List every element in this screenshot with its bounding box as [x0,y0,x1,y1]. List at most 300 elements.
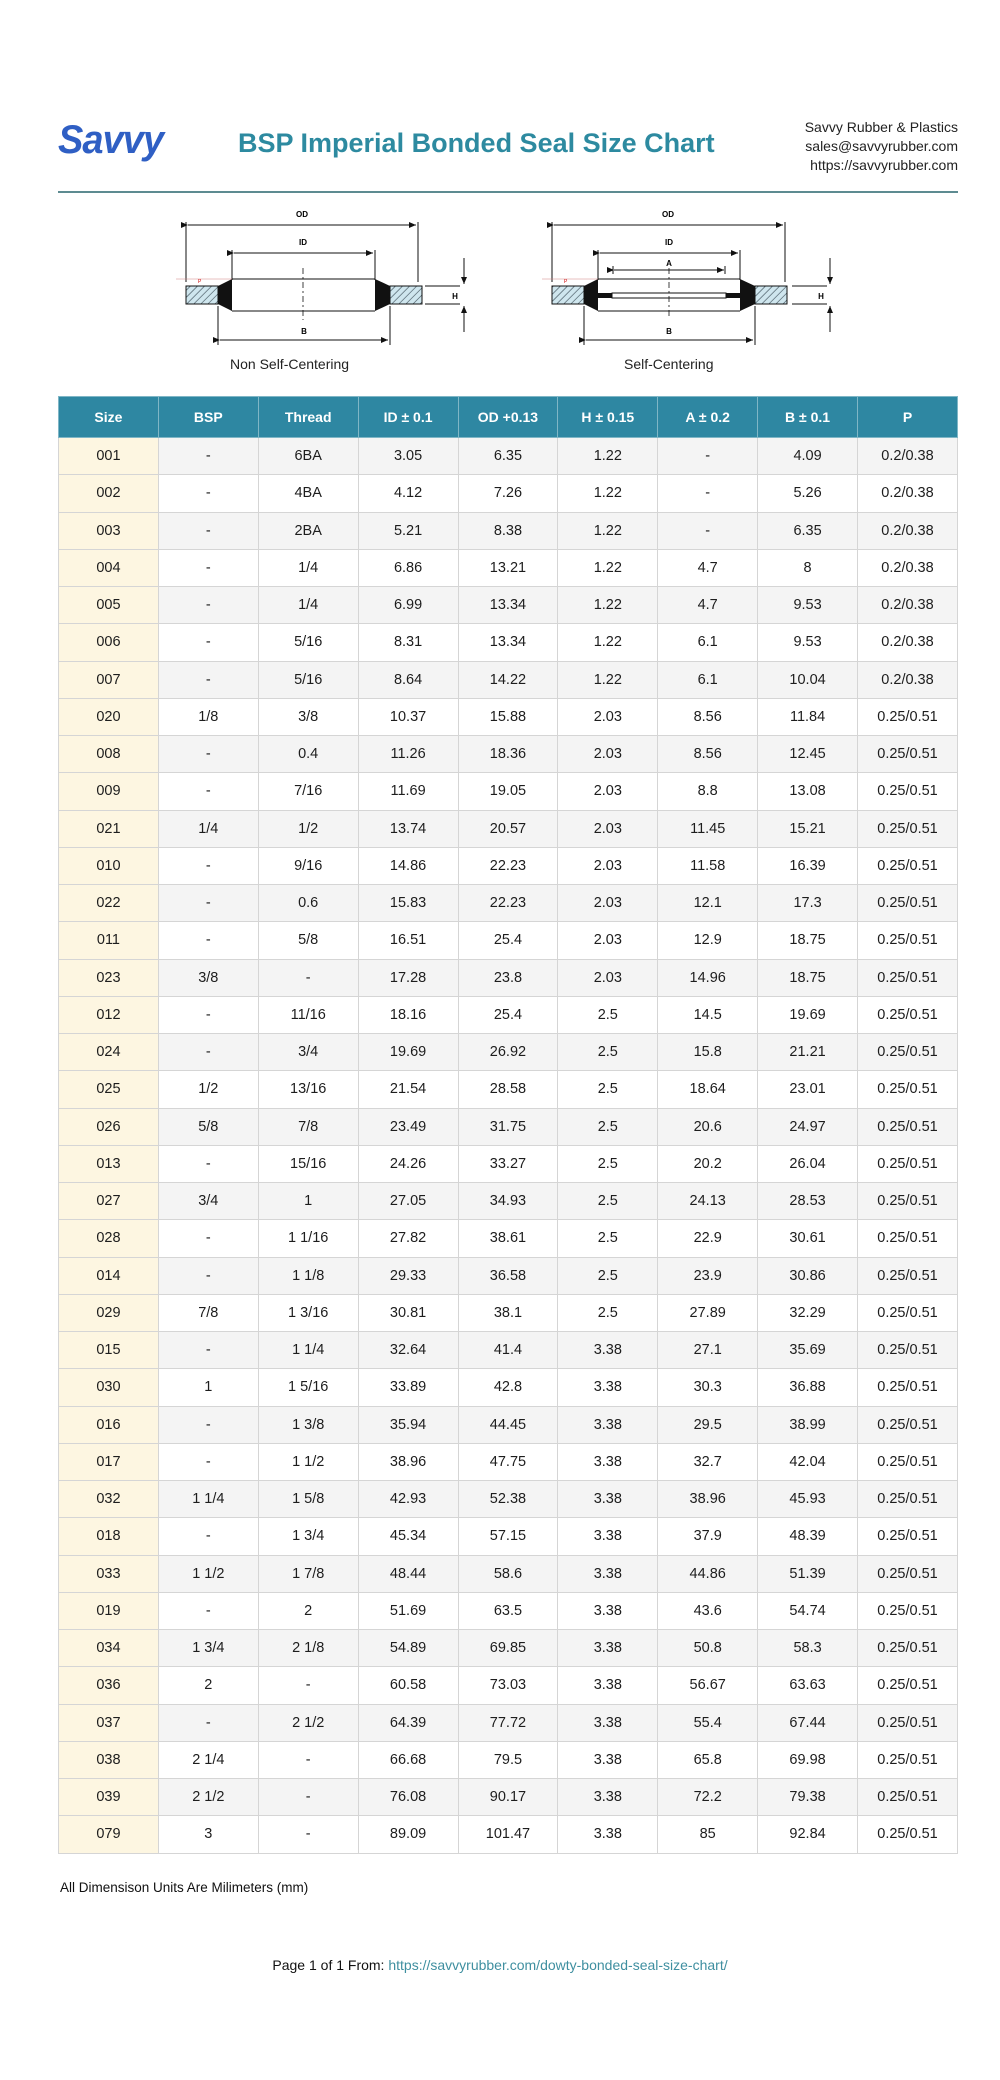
table-cell: 76.08 [358,1779,458,1816]
table-cell: 15.88 [458,698,558,735]
size-cell: 024 [59,1034,159,1071]
table-row [59,1145,958,1182]
table-cell: 10.04 [758,661,858,698]
table-cell: 1 3/4 [158,1630,258,1667]
table-cell: 17.28 [358,959,458,996]
table-cell: 1 1/4 [258,1332,358,1369]
table-cell: 0.25/0.51 [858,959,958,996]
table-cell: - [158,885,258,922]
table-cell: 0.25/0.51 [858,1257,958,1294]
table-cell: 51.39 [758,1555,858,1592]
table-cell: 27.05 [358,1183,458,1220]
table-cell: 38.61 [458,1220,558,1257]
table-cell: 69.98 [758,1741,858,1778]
table-cell: 1.22 [558,475,658,512]
table-cell: 0.25/0.51 [858,1294,958,1331]
table-cell: 3.38 [558,1592,658,1629]
table-row [59,1779,958,1816]
table-cell: 1 3/8 [258,1406,358,1443]
table-cell: 2.5 [558,1034,658,1071]
table-cell: 2 [258,1592,358,1629]
size-cell: 039 [59,1779,159,1816]
table-cell: 38.1 [458,1294,558,1331]
table-cell: 25.4 [458,996,558,1033]
table-cell: 5/8 [158,1108,258,1145]
table-cell: 0.25/0.51 [858,1369,958,1406]
table-cell: 1.22 [558,512,658,549]
table-cell: 51.69 [358,1592,458,1629]
savvy-logo: Savvy [58,118,164,162]
table-cell: - [158,1406,258,1443]
table-cell: - [258,959,358,996]
table-row [59,1592,958,1629]
table-cell: 30.81 [358,1294,458,1331]
table-cell: 15.8 [658,1034,758,1071]
svg-text:OD: OD [296,210,308,219]
svg-text:A: A [666,259,672,268]
table-row [59,1183,958,1220]
size-cell: 034 [59,1630,159,1667]
table-cell: 63.63 [758,1667,858,1704]
table-cell: 6.35 [458,438,558,475]
svg-text:P: P [198,279,202,285]
table-cell: 0.25/0.51 [858,1592,958,1629]
table-cell: 1 1/8 [258,1257,358,1294]
table-cell: 24.26 [358,1145,458,1182]
table-cell: - [158,1257,258,1294]
table-cell: 0.2/0.38 [858,549,958,586]
table-cell: 1 1/2 [258,1443,358,1480]
table-cell: 4.7 [658,549,758,586]
table-cell: 14.5 [658,996,758,1033]
table-cell: 48.39 [758,1518,858,1555]
table-cell: 2.03 [558,736,658,773]
table-cell: 27.1 [658,1332,758,1369]
table-cell: 9/16 [258,847,358,884]
table-cell: 6.1 [658,661,758,698]
table-cell: - [258,1667,358,1704]
table-cell: 8.56 [658,698,758,735]
table-cell: 2.5 [558,1220,658,1257]
table-cell: 2 1/2 [258,1704,358,1741]
table-cell: 11.84 [758,698,858,735]
table-cell: 16.39 [758,847,858,884]
table-cell: 0.25/0.51 [858,885,958,922]
table-cell: - [158,922,258,959]
table-cell: 50.8 [658,1630,758,1667]
table-cell: 22.9 [658,1220,758,1257]
table-cell: 79.5 [458,1741,558,1778]
table-cell: 19.69 [358,1034,458,1071]
size-cell: 008 [59,736,159,773]
table-cell: 23.49 [358,1108,458,1145]
table-cell: 1/2 [158,1071,258,1108]
table-row [59,1257,958,1294]
table-cell: 38.96 [658,1481,758,1518]
table-cell: 2.5 [558,996,658,1033]
footer-page-info: Page 1 of 1 From: [272,1957,389,1973]
table-cell: 5.26 [758,475,858,512]
table-cell: 0.25/0.51 [858,1071,958,1108]
size-cell: 022 [59,885,159,922]
table-cell: 11.58 [658,847,758,884]
table-row [59,736,958,773]
table-cell: 28.58 [458,1071,558,1108]
table-cell: 1/4 [258,549,358,586]
svg-text:B: B [301,327,307,336]
table-cell: 11.45 [658,810,758,847]
size-cell: 033 [59,1555,159,1592]
table-cell: 38.96 [358,1443,458,1480]
table-row [59,847,958,884]
table-cell: 32.29 [758,1294,858,1331]
table-cell: 0.2/0.38 [858,475,958,512]
table-cell: 77.72 [458,1704,558,1741]
table-cell: 6.1 [658,624,758,661]
footer-source-link[interactable]: https://savvyrubber.com/dowty-bonded-seal-size-chart/ [388,1957,728,1973]
table-row [59,996,958,1033]
table-cell: 9.53 [758,587,858,624]
table-cell: 79.38 [758,1779,858,1816]
size-cell: 015 [59,1332,159,1369]
table-cell: 1 3/4 [258,1518,358,1555]
table-cell: 14.96 [658,959,758,996]
table-cell: 21.21 [758,1034,858,1071]
table-cell: 90.17 [458,1779,558,1816]
table-cell: 13.34 [458,587,558,624]
table-cell: - [158,1592,258,1629]
table-cell: 3/4 [158,1183,258,1220]
table-cell: - [158,475,258,512]
table-cell: 2.5 [558,1145,658,1182]
column-header: BSP [158,397,258,438]
table-cell: 6BA [258,438,358,475]
table-cell: 1.22 [558,587,658,624]
column-header: Thread [258,397,358,438]
table-cell: 44.45 [458,1406,558,1443]
diagram-non-self-centering [170,200,500,380]
table-cell: 35.94 [358,1406,458,1443]
table-cell: 0.25/0.51 [858,1034,958,1071]
table-cell: - [158,996,258,1033]
table-cell: 2.03 [558,959,658,996]
table-cell: 1/4 [158,810,258,847]
table-row [59,587,958,624]
table-cell: 43.6 [658,1592,758,1629]
table-cell: 11/16 [258,996,358,1033]
table-cell: 2.03 [558,922,658,959]
table-cell: 7/16 [258,773,358,810]
table-cell: 1.22 [558,661,658,698]
table-row [59,1443,958,1480]
column-header: Size [59,397,159,438]
table-cell: 0.25/0.51 [858,847,958,884]
table-cell: 18.64 [658,1071,758,1108]
table-cell: 4.09 [758,438,858,475]
table-cell: 2.03 [558,847,658,884]
table-cell: 1.22 [558,438,658,475]
svg-text:ID: ID [299,238,307,247]
table-cell: 3.05 [358,438,458,475]
size-cell: 038 [59,1741,159,1778]
table-row [59,959,958,996]
table-body [59,438,958,1854]
company-name: Savvy Rubber & Plastics [804,119,958,135]
table-cell: 0.2/0.38 [858,438,958,475]
table-cell: 0.25/0.51 [858,1220,958,1257]
table-cell: 13.34 [458,624,558,661]
table-cell: - [158,549,258,586]
svg-text:P: P [564,279,568,285]
column-header: H ± 0.15 [558,397,658,438]
table-cell: 3/4 [258,1034,358,1071]
table-cell: 4.12 [358,475,458,512]
table-cell: 8.64 [358,661,458,698]
table-cell: 45.93 [758,1481,858,1518]
size-chart-table [58,396,958,1854]
table-cell: - [158,1443,258,1480]
table-row [59,512,958,549]
size-cell: 023 [59,959,159,996]
table-row [59,1108,958,1145]
table-cell: - [158,736,258,773]
table-cell: 18.16 [358,996,458,1033]
table-cell: 0.25/0.51 [858,996,958,1033]
table-cell: 60.58 [358,1667,458,1704]
table-cell: 23.01 [758,1071,858,1108]
table-cell: 19.05 [458,773,558,810]
table-cell: 69.85 [458,1630,558,1667]
table-cell: 2.5 [558,1108,658,1145]
size-cell: 006 [59,624,159,661]
table-cell: 33.27 [458,1145,558,1182]
table-cell: 18.36 [458,736,558,773]
table-cell: - [258,1741,358,1778]
size-cell: 036 [59,1667,159,1704]
table-cell: - [158,512,258,549]
table-cell: 1 5/8 [258,1481,358,1518]
table-cell: 54.89 [358,1630,458,1667]
table-cell: 12.1 [658,885,758,922]
table-row [59,1481,958,1518]
diagram-caption: Non Self-Centering [230,356,350,372]
table-cell: 24.97 [758,1108,858,1145]
size-cell: 079 [59,1816,159,1853]
size-cell: 001 [59,438,159,475]
column-header: ID ± 0.1 [358,397,458,438]
table-cell: 1 3/16 [258,1294,358,1331]
table-cell: - [158,1704,258,1741]
table-cell: 92.84 [758,1816,858,1853]
table-cell: 27.82 [358,1220,458,1257]
table-cell: 48.44 [358,1555,458,1592]
table-cell: 31.75 [458,1108,558,1145]
size-cell: 014 [59,1257,159,1294]
table-cell: 3 [158,1816,258,1853]
table-cell: 8 [758,549,858,586]
table-cell: 30.3 [658,1369,758,1406]
table-cell: 0.25/0.51 [858,1145,958,1182]
table-cell: 18.75 [758,959,858,996]
table-cell: 4BA [258,475,358,512]
table-row [59,1071,958,1108]
table-cell: 2.5 [558,1183,658,1220]
table-cell: 0.25/0.51 [858,1667,958,1704]
table-cell: 73.03 [458,1667,558,1704]
table-cell: 0.25/0.51 [858,1741,958,1778]
table-cell: 2.03 [558,773,658,810]
size-cell: 016 [59,1406,159,1443]
table-row [59,1406,958,1443]
table-cell: 23.9 [658,1257,758,1294]
table-cell: 30.61 [758,1220,858,1257]
table-cell: 1 1/16 [258,1220,358,1257]
table-cell: 2 1/4 [158,1741,258,1778]
table-cell: 72.2 [658,1779,758,1816]
table-cell: 3.38 [558,1779,658,1816]
table-cell: 66.68 [358,1741,458,1778]
table-cell: 1 1/2 [158,1555,258,1592]
table-cell: 3.38 [558,1481,658,1518]
table-cell: 16.51 [358,922,458,959]
table-cell: 0.25/0.51 [858,1816,958,1853]
table-cell: 6.35 [758,512,858,549]
table-cell: 1 7/8 [258,1555,358,1592]
table-row [59,475,958,512]
table-cell: 34.93 [458,1183,558,1220]
table-cell: 8.8 [658,773,758,810]
table-cell: 0.25/0.51 [858,773,958,810]
table-cell: 3.38 [558,1630,658,1667]
svg-text:H: H [818,292,824,301]
size-cell: 028 [59,1220,159,1257]
table-row [59,810,958,847]
table-cell: 2.03 [558,810,658,847]
size-cell: 011 [59,922,159,959]
table-cell: 0.4 [258,736,358,773]
table-cell: - [158,1145,258,1182]
size-cell: 007 [59,661,159,698]
table-cell: 1/4 [258,587,358,624]
table-cell: 42.04 [758,1443,858,1480]
table-cell: 14.86 [358,847,458,884]
table-header-row [59,397,958,438]
table-cell: - [158,1332,258,1369]
table-cell: 13.74 [358,810,458,847]
table-cell: 3.38 [558,1741,658,1778]
size-cell: 003 [59,512,159,549]
table-cell: 26.04 [758,1145,858,1182]
table-cell: 0.25/0.51 [858,1183,958,1220]
table-cell: 6.86 [358,549,458,586]
size-cell: 032 [59,1481,159,1518]
table-cell: 22.23 [458,885,558,922]
table-cell: 29.5 [658,1406,758,1443]
diagram-self-centering [540,200,870,380]
table-cell: 35.69 [758,1332,858,1369]
table-cell: - [158,1518,258,1555]
table-cell: 85 [658,1816,758,1853]
table-cell: 56.67 [658,1667,758,1704]
table-cell: 5/16 [258,661,358,698]
table-cell: 3.38 [558,1704,658,1741]
size-cell: 002 [59,475,159,512]
table-cell: 12.9 [658,922,758,959]
table-cell: 58.6 [458,1555,558,1592]
table-cell: 17.3 [758,885,858,922]
table-cell: 63.5 [458,1592,558,1629]
table-cell: 32.64 [358,1332,458,1369]
table-row [59,1294,958,1331]
table-cell: 0.25/0.51 [858,1704,958,1741]
table-cell: 0.25/0.51 [858,736,958,773]
table-cell: 0.25/0.51 [858,698,958,735]
table-cell: 3.38 [558,1518,658,1555]
table-cell: 64.39 [358,1704,458,1741]
table-cell: 0.2/0.38 [858,624,958,661]
table-cell: 0.25/0.51 [858,1332,958,1369]
table-cell: - [258,1779,358,1816]
table-row [59,922,958,959]
table-row [59,438,958,475]
column-header: OD +0.13 [458,397,558,438]
table-cell: 14.22 [458,661,558,698]
table-cell: - [158,1220,258,1257]
size-cell: 030 [59,1369,159,1406]
table-cell: 58.3 [758,1630,858,1667]
page-title: BSP Imperial Bonded Seal Size Chart [238,128,715,158]
table-cell: 57.15 [458,1518,558,1555]
table-cell: 5.21 [358,512,458,549]
table-cell: 15.83 [358,885,458,922]
table-cell: 11.26 [358,736,458,773]
table-row [59,1518,958,1555]
table-cell: 0.25/0.51 [858,1443,958,1480]
table-cell: 44.86 [658,1555,758,1592]
size-cell: 018 [59,1518,159,1555]
table-row [59,1816,958,1853]
table-cell: - [158,438,258,475]
table-row [59,1332,958,1369]
table-cell: 0.25/0.51 [858,1518,958,1555]
table-cell: 3.38 [558,1443,658,1480]
table-row [59,698,958,735]
table-cell: 67.44 [758,1704,858,1741]
table-cell: 0.25/0.51 [858,1779,958,1816]
table-cell: 4.7 [658,587,758,624]
size-cell: 027 [59,1183,159,1220]
table-cell: 8.31 [358,624,458,661]
size-cell: 005 [59,587,159,624]
table-cell: 0.6 [258,885,358,922]
table-cell: 23.8 [458,959,558,996]
table-cell: 30.86 [758,1257,858,1294]
table-cell: 15/16 [258,1145,358,1182]
table-cell: 19.69 [758,996,858,1033]
table-cell: 1.22 [558,624,658,661]
table-cell: 47.75 [458,1443,558,1480]
table-cell: 0.25/0.51 [858,1555,958,1592]
table-cell: - [158,773,258,810]
table-cell: 8.38 [458,512,558,549]
contact-email: sales@savvyrubber.com [805,138,958,154]
size-cell: 017 [59,1443,159,1480]
table-cell: 28.53 [758,1183,858,1220]
table-cell: - [658,475,758,512]
size-cell: 013 [59,1145,159,1182]
table-cell: 2 1/2 [158,1779,258,1816]
table-cell: 11.69 [358,773,458,810]
